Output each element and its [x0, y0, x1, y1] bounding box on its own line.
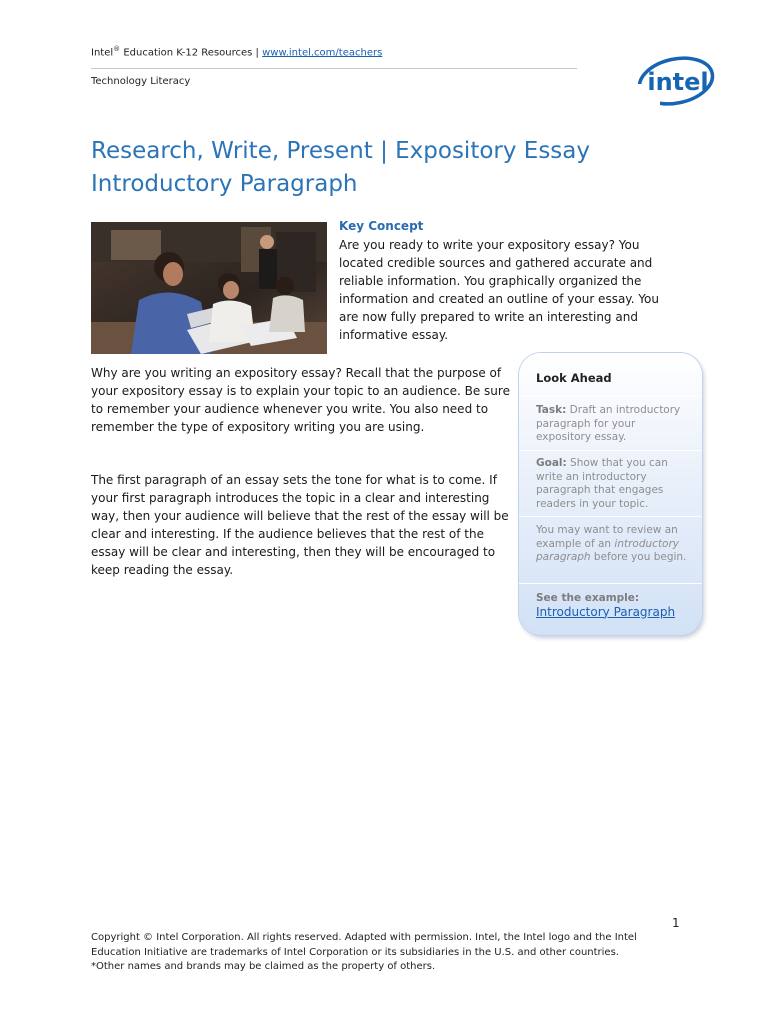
students-laptop-photo	[91, 222, 327, 354]
title-line-1: Research, Write, Present | Expository Essay	[91, 138, 590, 164]
intel-logo-text: intel	[647, 68, 709, 96]
look-ahead-heading: Look Ahead	[536, 371, 612, 385]
see-example-label: See the example:	[536, 592, 640, 604]
copyright-line-3: *Other names and brands may be claimed as the property of others.	[91, 961, 436, 972]
intel-logo	[636, 54, 716, 108]
task-label: Task:	[536, 404, 567, 416]
sidebar-goal	[536, 457, 692, 511]
introductory-paragraph-link[interactable]: Introductory Paragraph	[536, 604, 676, 619]
sidebar-see-example	[536, 592, 692, 620]
header-resources-text: Education K-12 Resources |	[120, 47, 263, 59]
sidebar-task	[536, 404, 692, 445]
review-text-before: You may want to review an example of an	[536, 524, 678, 550]
header-divider	[91, 68, 577, 69]
header-subtitle: Technology Literacy	[91, 76, 191, 87]
registered-mark: ®	[113, 45, 121, 53]
goal-text: Show that you can write an introductory paragraph that engages readers in your topic.	[536, 457, 668, 510]
copyright-notice	[91, 931, 671, 975]
review-text-after: before you begin.	[590, 551, 687, 563]
sidebar-divider	[519, 583, 702, 584]
sidebar-divider	[519, 516, 702, 517]
sidebar-review-note	[536, 524, 692, 565]
title-line-2: Introductory Paragraph	[91, 171, 358, 197]
page-title	[91, 135, 651, 201]
copyright-line-2: Education Initiative are trademarks of Intel Corporation or its subsidiaries in the U.S. and other countries.	[91, 946, 619, 958]
body-paragraph-purpose: Why are you writing an expository essay? Recall that the purpose of your expository essay is to explain your topic to an audience. Be sure to remember your audience whenever you write. You also need to remember the type of expository writing you are using.	[91, 366, 510, 434]
sidebar-divider	[519, 396, 702, 397]
body-paragraph-first-paragraph: The first paragraph of an essay sets the tone for what is to come. If your first paragraph introduces the topic in a clear and interesting way, then your audience will believe that the rest of the essay will be clear and interesting. If the audience believes that the rest of the essay will be clear and interesting, then they will be encouraged to keep reading the essay.	[91, 473, 509, 577]
page-number: 1	[672, 916, 680, 930]
key-concept-heading: Key Concept	[339, 219, 424, 233]
intel-teachers-link[interactable]: www.intel.com/teachers	[262, 47, 383, 59]
look-ahead-sidebar	[519, 353, 702, 635]
copyright-line-1: Copyright © Intel Corporation. All rights reserved. Adapted with permission. Intel, the Intel logo and the Intel	[91, 932, 637, 943]
goal-label: Goal:	[536, 457, 567, 469]
header-brand: Intel	[91, 47, 114, 59]
key-concept-body: Are you ready to write your expository essay? You located credible sources and gathered accurate and reliable information. You graphically organized the information and created an outline of your essay. You are now fully prepared to write an interesting and informative essay.	[339, 238, 660, 342]
sidebar-divider	[519, 450, 702, 451]
header-resources-line	[91, 45, 382, 58]
task-text: Draft an introductory paragraph for your expository essay.	[536, 404, 681, 443]
review-text-italic: introductory paragraph	[536, 537, 680, 563]
